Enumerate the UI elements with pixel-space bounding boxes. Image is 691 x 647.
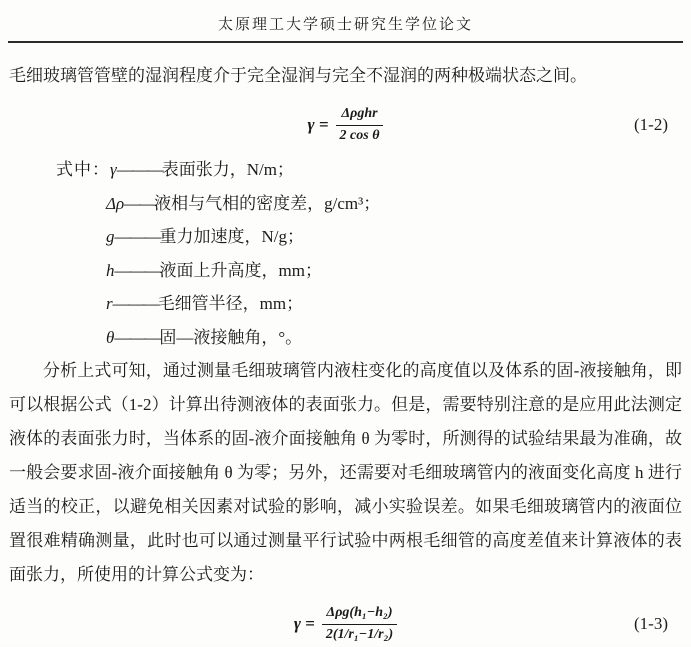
- symbol-dash: ———: [114, 260, 160, 280]
- equation-1-3-body: [294, 604, 397, 643]
- symbol-definition-theta: 固—液接触角，°。: [159, 327, 303, 347]
- running-head-title: 太原理工大学硕士研究生学位论文: [217, 17, 473, 33]
- symbol-gamma: γ: [110, 160, 117, 179]
- symbol-dash: ———: [112, 294, 158, 313]
- equation-1-2-denominator: 2 cos θ: [339, 127, 380, 143]
- symbol-dash: ———: [116, 160, 162, 179]
- symbol-row-delta-rho: [9, 187, 682, 221]
- symbol-row-r: [9, 287, 682, 321]
- symbol-r: r: [106, 294, 113, 313]
- equation-1-3-number: (1-3): [634, 614, 668, 633]
- symbol-definition-r: 毛细管半径，mm；: [157, 294, 304, 313]
- equation-1-2-body: [308, 105, 384, 144]
- page-content: [0, 59, 691, 647]
- equation-1-3-numerator: Δρg(h₁−h₂): [322, 604, 397, 624]
- page-header: [8, 0, 683, 43]
- equation-1-2-numerator: Δρghr: [336, 105, 384, 125]
- equation-1-2-number: (1-2): [634, 115, 668, 134]
- equation-1-2-lhs: γ =: [307, 115, 329, 134]
- symbol-row-theta: [9, 321, 682, 355]
- equation-1-3-fraction: [322, 604, 397, 643]
- symbol-definition-h: 液面上升高度，mm；: [159, 260, 322, 280]
- symbol-dash: ———: [114, 327, 160, 347]
- symbol-row-gamma: [9, 153, 682, 187]
- symbol-list-label: 式中：: [56, 160, 110, 179]
- symbol-g: g: [106, 227, 115, 246]
- symbol-definition-delta-rho: 液相与气相的密度差，g/cm³；: [154, 193, 381, 213]
- equation-1-2: [9, 102, 682, 148]
- symbol-row-h: [9, 254, 682, 288]
- equation-1-2-fraction: [336, 105, 384, 144]
- equation-1-3: [9, 601, 682, 647]
- symbol-definition-gamma: 表面张力，N/m；: [161, 160, 294, 179]
- paragraph-wetting-statement: 毛细玻璃管管壁的湿润程度介于完全湿润与完全不湿润的两种极端状态之间。: [9, 66, 587, 85]
- symbol-dash: ——: [124, 193, 155, 213]
- symbol-h: h: [106, 260, 115, 280]
- symbol-delta-rho: Δρ: [106, 193, 125, 213]
- equation-1-3-lhs: γ =: [293, 614, 315, 633]
- symbol-theta: θ: [106, 327, 115, 347]
- symbol-definition-list: [9, 153, 682, 354]
- symbol-definition-g: 重力加速度，N/g；: [159, 227, 304, 246]
- equation-1-3-denominator: 2(1/r₁−1/r₂): [325, 626, 394, 642]
- symbol-dash: ———: [114, 227, 160, 246]
- symbol-row-g: [9, 220, 682, 254]
- paragraph-analysis: 分析上式可知，通过测量毛细玻璃管内液柱变化的高度值以及体系的固-液接触角，即可以根据公式（1-2）计算出待测液体的表面张力。但是，需要特别注意的是应用此法测定液体的表面张力时，当体系的固-液介面接触角 θ 为零时，所测得的试验结果最为准确，故一般会要求固-液介面接触角 θ 为零；另外，还需要对毛细玻璃管内的液面变化高度 h 进行适当的校正，以避免相关因素对试验的影响，减小实验误差。如果毛细玻璃管内的液面位置很难精确测量，此时也可以通过测量平行试验中两根毛细管的高度差值来计算液体的表面张力，所使用的计算公式变为：: [9, 361, 682, 584]
